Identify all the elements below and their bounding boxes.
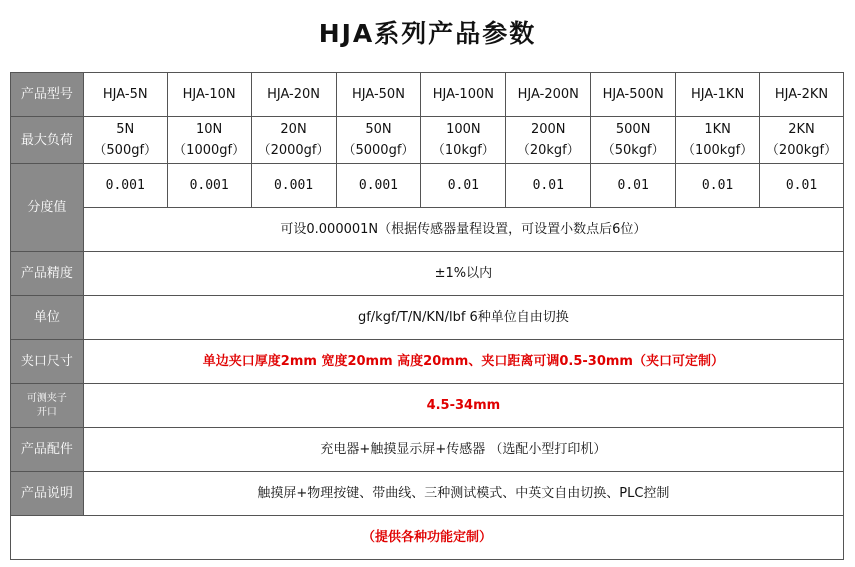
- load-gf: （200kgf）: [765, 143, 838, 158]
- load-newton: 10N: [196, 122, 223, 137]
- table-row-resolution-note: [11, 208, 844, 252]
- clamp-size-value: 单边夹口厚度2mm 宽度20mm 高度20mm、夹口距离可调0.5-30mm（夹口可定制）: [83, 340, 843, 384]
- table-row-accuracy: [11, 252, 844, 296]
- max-load-cell: [676, 117, 760, 164]
- clamp-opening-label-line1: 可测夹子: [26, 392, 67, 404]
- max-load-cell: [506, 117, 591, 164]
- resolution-cell: 0.001: [251, 164, 336, 208]
- accuracy-value: ±1%以内: [83, 252, 843, 296]
- model-cell: HJA-100N: [421, 73, 506, 117]
- row-header-max-load: 最大负荷: [11, 117, 84, 164]
- model-cell: HJA-200N: [506, 73, 591, 117]
- row-header-clamp-size: 夹口尺寸: [11, 340, 84, 384]
- load-newton: 5N: [116, 122, 135, 137]
- table-row-unit: [11, 296, 844, 340]
- model-cell: HJA-2KN: [760, 73, 844, 117]
- load-gf: （10kgf）: [431, 143, 495, 158]
- resolution-cell: 0.01: [676, 164, 760, 208]
- table-row-resolution: [11, 164, 844, 208]
- model-cell: HJA-10N: [167, 73, 251, 117]
- table-row-model: [11, 73, 844, 117]
- custom-note: （提供各种功能定制）: [11, 516, 844, 560]
- load-newton: 200N: [530, 122, 566, 137]
- resolution-cell: 0.001: [167, 164, 251, 208]
- spec-table: [10, 72, 844, 560]
- resolution-note: 可设0.000001N（根据传感器量程设置，可设置小数点后6位）: [83, 208, 843, 252]
- load-newton: 2KN: [788, 122, 815, 137]
- model-cell: HJA-20N: [251, 73, 336, 117]
- model-cell: HJA-500N: [591, 73, 676, 117]
- row-header-accessories: 产品配件: [11, 428, 84, 472]
- load-newton: 500N: [615, 122, 651, 137]
- load-gf: （5000gf）: [342, 143, 415, 158]
- model-cell: HJA-50N: [336, 73, 421, 117]
- load-gf: （500gf）: [93, 143, 158, 158]
- resolution-cell: 0.001: [336, 164, 421, 208]
- load-newton: 1KN: [704, 122, 731, 137]
- description-value: 触摸屏+物理按键、带曲线、三种测试模式、中英文自由切换、PLC控制: [83, 472, 843, 516]
- row-header-unit: 单位: [11, 296, 84, 340]
- row-header-clamp-opening: [11, 384, 84, 428]
- max-load-cell: [760, 117, 844, 164]
- load-gf: （20kgf）: [516, 143, 580, 158]
- resolution-cell: 0.01: [591, 164, 676, 208]
- load-newton: 20N: [280, 122, 307, 137]
- max-load-cell: [336, 117, 421, 164]
- table-row-max-load: [11, 117, 844, 164]
- table-row-description: [11, 472, 844, 516]
- page-title: HJA系列产品参数: [318, 19, 537, 48]
- load-gf: （50kgf）: [601, 143, 665, 158]
- load-newton: 100N: [446, 122, 481, 137]
- max-load-cell: [591, 117, 676, 164]
- resolution-cell: 0.01: [760, 164, 844, 208]
- load-gf: （100kgf）: [681, 143, 754, 158]
- max-load-cell: [251, 117, 336, 164]
- table-row-custom-note: [11, 516, 844, 560]
- load-gf: （1000gf）: [173, 143, 246, 158]
- resolution-cell: 0.001: [83, 164, 167, 208]
- accessories-value: 充电器+触摸显示屏+传感器 （选配小型打印机）: [83, 428, 843, 472]
- max-load-cell: [167, 117, 251, 164]
- unit-value: gf/kgf/T/N/KN/lbf 6种单位自由切换: [83, 296, 843, 340]
- table-row-accessories: [11, 428, 844, 472]
- resolution-cell: 0.01: [421, 164, 506, 208]
- max-load-cell: [83, 117, 167, 164]
- resolution-cell: 0.01: [506, 164, 591, 208]
- load-gf: （2000gf）: [257, 143, 330, 158]
- row-header-resolution: 分度值: [11, 164, 84, 252]
- table-row-clamp-opening: [11, 384, 844, 428]
- table-row-clamp-size: [11, 340, 844, 384]
- clamp-opening-label-line2: 开口: [36, 406, 57, 418]
- row-header-description: 产品说明: [11, 472, 84, 516]
- max-load-cell: [421, 117, 506, 164]
- model-cell: HJA-1KN: [676, 73, 760, 117]
- clamp-opening-value: 4.5-34mm: [83, 384, 843, 428]
- row-header-model: 产品型号: [11, 73, 84, 117]
- row-header-accuracy: 产品精度: [11, 252, 84, 296]
- load-newton: 50N: [365, 122, 392, 137]
- model-cell: HJA-5N: [83, 73, 167, 117]
